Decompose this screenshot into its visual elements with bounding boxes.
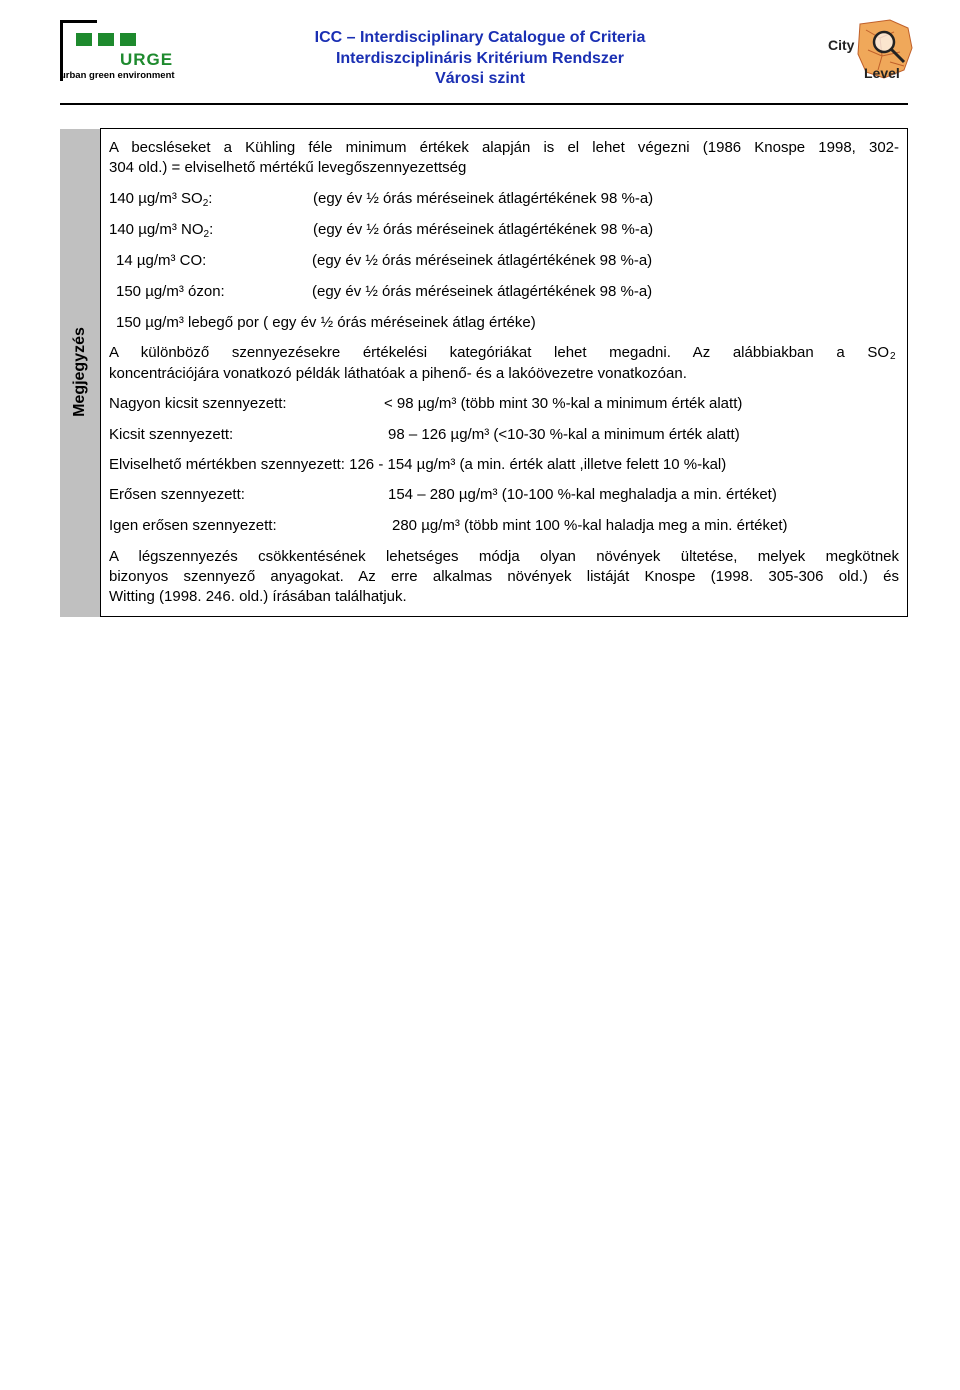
category-label: Erősen szennyezett: bbox=[109, 486, 245, 503]
lebego-por-line: 150 µg/m³ lebegő por ( egy év ½ órás méréseinek átlag értéke) bbox=[116, 314, 536, 331]
category-label: Kicsit szennyezett: bbox=[109, 426, 234, 443]
logo-square bbox=[120, 33, 136, 46]
category-value: 98 – 126 µg/m³ (<10-30 %-kal a minimum érték alatt) bbox=[388, 426, 740, 443]
closing-text-line: bizonyos szennyező anyagokat. Az erre alkalmas növények listáját Knospe (1998. 305-306 old.) és bbox=[109, 568, 899, 585]
closing-text-line: A légszennyezés csökkentésének lehetséges módja olyan növények ültetése, melyek megkötnek bbox=[109, 548, 899, 565]
categories-intro-line: koncentrációjára vonatkozó példák láthatóak a pihenő- és a lakóövezetre vonatkozóan. bbox=[109, 365, 687, 382]
intro-text-line: A becsléseket a Kühling féle minimum értékek alapján is el lehet végezni (1986 Knospe 1998, 302- bbox=[109, 139, 899, 156]
pollutant-desc: (egy év ½ órás méréseinek átlagértékének 98 %-a) bbox=[312, 252, 653, 269]
logo-square bbox=[76, 33, 92, 46]
pollutant-amount: 150 µg/m³ ózon: bbox=[116, 283, 225, 300]
category-label: Igen erősen szennyezett: bbox=[109, 517, 277, 534]
logo-square bbox=[98, 33, 114, 46]
pollutant-desc: (egy év ½ órás méréseinek átlagértékének 98 %-a) bbox=[313, 190, 654, 207]
closing-text-line: Witting (1998. 246. old.) írásában találhatjuk. bbox=[109, 588, 407, 605]
city-level-logo bbox=[820, 18, 915, 86]
urge-brand: URGE bbox=[120, 50, 174, 69]
intro-text-line: 304 old.) = elviselhető mértékű levegőszennyezettség bbox=[109, 159, 467, 176]
document-title bbox=[280, 28, 680, 90]
title-line: ICC – Interdisciplinary Catalogue of Criteria bbox=[314, 29, 646, 46]
title-line: Városi szint bbox=[435, 70, 525, 87]
categories-intro-line: A különböző szennyezésekre értékelési kategóriákat lehet megadni. Az alábbiakban a SO bbox=[109, 344, 889, 361]
pollutant-amount: 140 µg/m³ $NO_2$: bbox=[109, 221, 214, 240]
category-label: Elviselhető mértékben szennyezett: 126 - 154 µg/m³ (a min. érték alatt ,illetve felett 10 %-kal) bbox=[109, 456, 727, 473]
urge-tagline: urban green environment bbox=[60, 70, 175, 81]
logo-word-city: City bbox=[828, 37, 855, 53]
category-value: 154 – 280 µg/m³ (10-100 %-kal meghaladja a min. értéket) bbox=[388, 486, 777, 503]
subscript-2: 2 bbox=[890, 351, 896, 362]
urge-logo bbox=[60, 20, 175, 82]
category-label: Nagyon kicsit szennyezett: bbox=[109, 395, 287, 412]
title-line: Interdiszciplináris Kritérium Rendszer bbox=[335, 49, 625, 67]
pollutant-amount: 140 µg/m³ $SO_2$: bbox=[109, 190, 213, 209]
category-value: 280 µg/m³ (több mint 100 %-kal haladja meg a min. értéket) bbox=[392, 517, 788, 534]
pollutant-desc: (egy év ½ órás méréseinek átlagértékének 98 %-a) bbox=[312, 283, 653, 300]
category-value: < 98 µg/m³ (több mint 30 %-kal a minimum érték alatt) bbox=[384, 395, 743, 412]
pollutant-desc: (egy év ½ órás méréseinek átlagértékének 98 %-a) bbox=[313, 221, 654, 238]
page-header bbox=[0, 0, 960, 110]
side-label: Megjegyzés bbox=[71, 327, 88, 417]
logo-word-level: Level bbox=[864, 65, 900, 81]
header-divider bbox=[60, 103, 908, 105]
pollutant-amount: 14 µg/m³ CO: bbox=[116, 252, 207, 269]
